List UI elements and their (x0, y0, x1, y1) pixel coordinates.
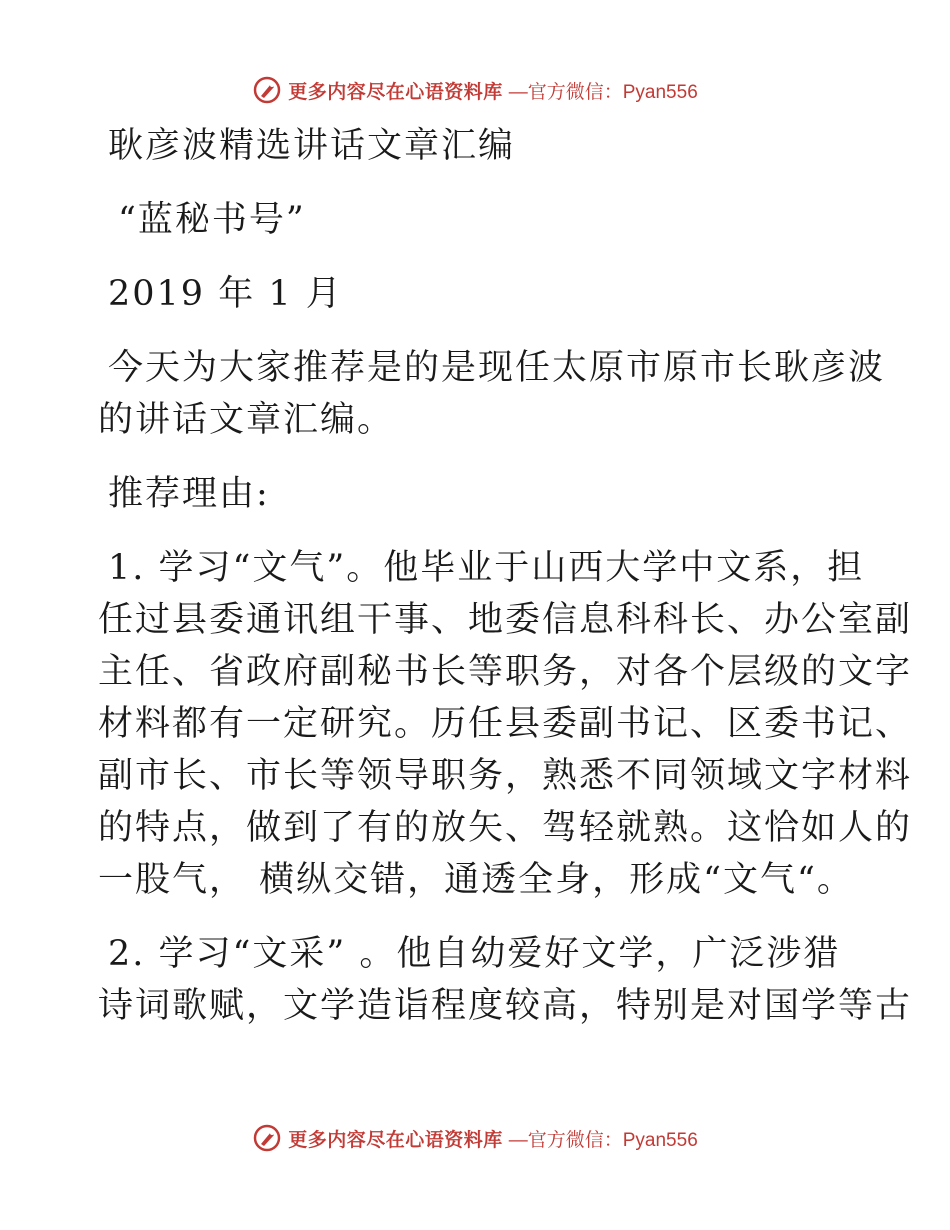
pen-nib-circle-icon (252, 75, 282, 105)
document-body (98, 120, 913, 1032)
point-1-line: 副市长、市长等领导职务，熟悉不同领域文字材料 (98, 756, 913, 796)
point-1-line: 的特点，做到了有的放矢、驾轻就熟。这恰如人的 (98, 808, 913, 848)
point-1-line: 一股气， 横纵交错，通透全身，形成“文气“。 (98, 860, 854, 900)
pen-nib-circle-icon (252, 1123, 282, 1153)
header-banner-contact: —官方微信：Pyan556 (508, 81, 698, 103)
document-date: 2019 年 1 月 (108, 274, 343, 314)
point-2-line: 2. 学习“文采” 。他自幼爱好文学，广泛涉猎 (108, 934, 841, 974)
footer-banner-text: 更多内容尽在心语资料库 (288, 1128, 503, 1151)
document-source: “蓝秘书号” (118, 200, 306, 240)
point-1-line: 材料都有一定研究。历任县委副书记、区委书记、 (98, 704, 913, 744)
intro-line: 的讲话文章汇编。 (98, 400, 395, 440)
reasons-heading: 推荐理由: (108, 474, 270, 514)
point-1-line: 主任、省政府副秘书长等职务，对各个层级的文字 (98, 652, 913, 692)
header-banner (0, 70, 950, 110)
intro-line: 今天为大家推荐是的是现任太原市原市长耿彦波 (108, 348, 886, 388)
point-1-paragraph (98, 542, 913, 906)
point-2-line: 诗词歌赋，文学造诣程度较高，特别是对国学等古 (98, 986, 913, 1026)
point-1-line: 1. 学习“文气”。他毕业于山西大学中文系，担 (108, 548, 865, 588)
document-title: 耿彦波精选讲话文章汇编 (108, 126, 516, 166)
header-banner-text: 更多内容尽在心语资料库 (288, 80, 503, 103)
footer-banner-contact: —官方微信：Pyan556 (508, 1129, 698, 1151)
footer-banner (0, 1118, 950, 1158)
point-1-line: 任过县委通讯组干事、地委信息科科长、办公室副 (98, 600, 913, 640)
point-2-paragraph (98, 928, 913, 1032)
intro-paragraph (98, 342, 886, 446)
